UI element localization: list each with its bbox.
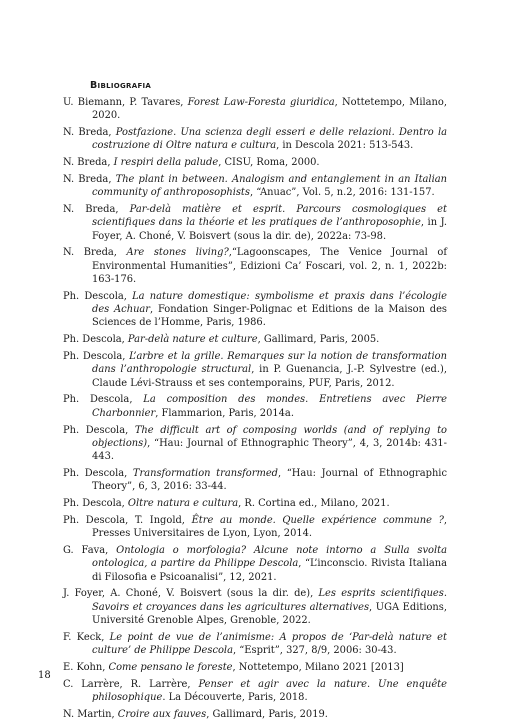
bibliography-entry [63,393,447,420]
bibliography-entry [63,587,447,627]
entry-author: N. Breda, [63,247,127,259]
entry-details: , Presses Universitaires de Lyon, Lyon, 2014. [92,514,448,540]
entry-details: , Fondation Singer-Polignac et Editions de la Maison des Sciences de l’Homme, Paris, 1986. [92,304,447,329]
entry-details: , Nottetempo, Milano, 2020. [92,97,447,122]
entry-title: Transformation transformed [132,467,278,479]
entry-details: , in J. Foyer, A. Choné, V. Boisvert (sous la dir. de), 2022a: 73-98. [92,217,448,242]
entry-title: Forest Law-Foresta giuridica [187,97,335,108]
entry-title: Penser et agir avec la nature. Une enquête philosophique [92,678,447,703]
entry-author: N. Breda, [63,127,116,139]
entry-details: , in Descola 2021: 513-543. [276,140,414,152]
entry-details: , “Anuac”, Vol. 5, n.2, 2016: 131-157. [249,187,435,199]
entry-details: , in P. Guenancia, J.-P. Sylvestre (ed.), Claude Lévi-Strauss et ses contemporains, PUF, Paris, 2012. [92,364,447,389]
bibliography-entry [63,467,447,494]
entry-title: L’arbre et la grille. Remarques sur la notion de transformation dans l’anthropologie structural [92,351,447,376]
entry-details: , Gallimard, Paris, 2019. [206,708,328,720]
entry-author: Ph. Descola, [63,467,133,479]
entry-author: C. Larrère, R. Larrère, [63,678,199,690]
bibliography-entry [63,497,447,510]
entry-title: The difficult art of composing worlds (and of replying to objections) [92,424,447,449]
entry-author: Ph. Descola, [63,498,128,510]
entry-title: Postfazione. Una scienza degli esseri e delle relazioni. Dentro la costruzione di Oltre natura e cultura [92,127,447,152]
entry-details: , Gallimard, Paris, 2005. [257,334,380,346]
entry-details: ,“Lagoonscapes, The Venice Journal of Environmental Humanities”, Edizioni Ca’ Foscari, vol. 2, n. 1, 2022b: 163-176. [92,247,447,286]
section-heading: Bibliografia [90,80,152,91]
entry-title: Par-delà nature et culture [127,334,258,346]
entry-details: , “Hau: Journal of Ethnographic Theory”, 4, 3, 2014b: 431-443. [92,437,447,463]
entry-author: Ph. Descola, [63,290,133,302]
bibliography-entry [63,350,447,390]
bibliography-entry [63,514,447,541]
bibliography-entry [63,631,447,658]
entry-title: La composition des mondes. Entretiens avec Pierre Charbonnier [92,394,447,419]
page-number: 18 [38,670,51,681]
entry-details: , “Hau: Journal of Ethnographic Theory”, 6, 3, 2016: 33-44. [92,467,447,493]
entry-details: , Nottetempo, Milano 2021 [2013] [232,661,404,673]
entry-author: F. Keck, [63,631,110,643]
bibliography-entry [63,544,447,584]
entry-author: J. Foyer, A. Choné, V. Boisvert (sous la dir. de), [63,588,319,600]
entry-author: Ph. Descola, [63,424,135,436]
entry-title: Par-delà matière et esprit. Parcours cosmologiques et scientifiques dans la théorie et les pratiques de l’anthroposophie [92,204,447,229]
bibliography-entry [63,126,447,153]
bibliography-entry [63,246,447,286]
bibliography-list [63,96,447,724]
entry-title: Croire aux fauves [117,708,207,720]
bibliography-entry [63,678,447,705]
entry-title: The plant in between. Analogism and entanglement in an Italian community of anthroposophists [92,173,447,199]
entry-details: , “L’inconscio. Rivista Italiana di Filosofia e Psicoanalisi”, 12, 2021. [92,558,447,583]
bibliography-entry [63,661,447,674]
entry-author: N. Martin, [63,708,118,720]
entry-details: , UGA Editions, Université Grenoble Alpes, Grenoble, 2022. [92,601,447,626]
entry-author: N. Breda, [63,157,114,169]
entry-title: I respiri della palude [113,157,219,169]
entry-details: . La Découverte, Paris, 2018. [162,691,308,703]
entry-author: U. Biemann, P. Tavares, [63,97,188,108]
bibliography-entry [63,333,447,346]
bibliography-entry [63,203,447,243]
entry-title: Come pensano le foreste [108,661,233,673]
entry-author: N. Breda, [63,173,116,185]
entry-author: E. Kohn, [63,661,109,673]
bibliography-entry [63,173,447,200]
entry-author: N. Breda, [63,204,130,216]
entry-details: , “Esprit”, 327, 8/9, 2006: 30-43. [232,644,397,656]
entry-author: Ph. Descola, T. Ingold, [63,514,192,526]
entry-title: Le point de vue de l’animisme: A propos de ‘Par-delà nature et culture’ de Philippe Descola [92,631,447,656]
entry-details: , CISU, Roma, 2000. [218,157,320,169]
entry-author: Ph. Descola, [63,334,128,346]
bibliography-entry [63,96,447,123]
entry-title: Ontologia o morfologia? Alcune note intorno a Sulla svolta ontologica, a partire da Philippe Descola [92,544,447,570]
entry-author: Ph. Descola, [63,394,144,406]
entry-details: , Flammarion, Paris, 2014a. [155,407,294,419]
entry-author: Ph. Descola, [63,351,130,363]
entry-title: Être au monde. Quelle expérience commune ? [191,514,444,526]
bibliography-entry [63,424,447,464]
entry-author: G. Fava, [63,544,117,556]
bibliography-entry [63,156,447,169]
entry-details: , R. Cortina ed., Milano, 2021. [238,498,390,510]
entry-title: La nature domestique: symbolisme et praxis dans l’écologie des Achuar [92,290,447,316]
entry-title: Oltre natura e cultura [127,498,239,510]
entry-title: Les esprits scientifiques. Savoirs et croyances dans les agricultures alternatives [92,588,447,613]
entry-title: Are stones living? [126,247,229,259]
bibliography-entry [63,290,447,330]
bibliography-entry [63,708,447,721]
